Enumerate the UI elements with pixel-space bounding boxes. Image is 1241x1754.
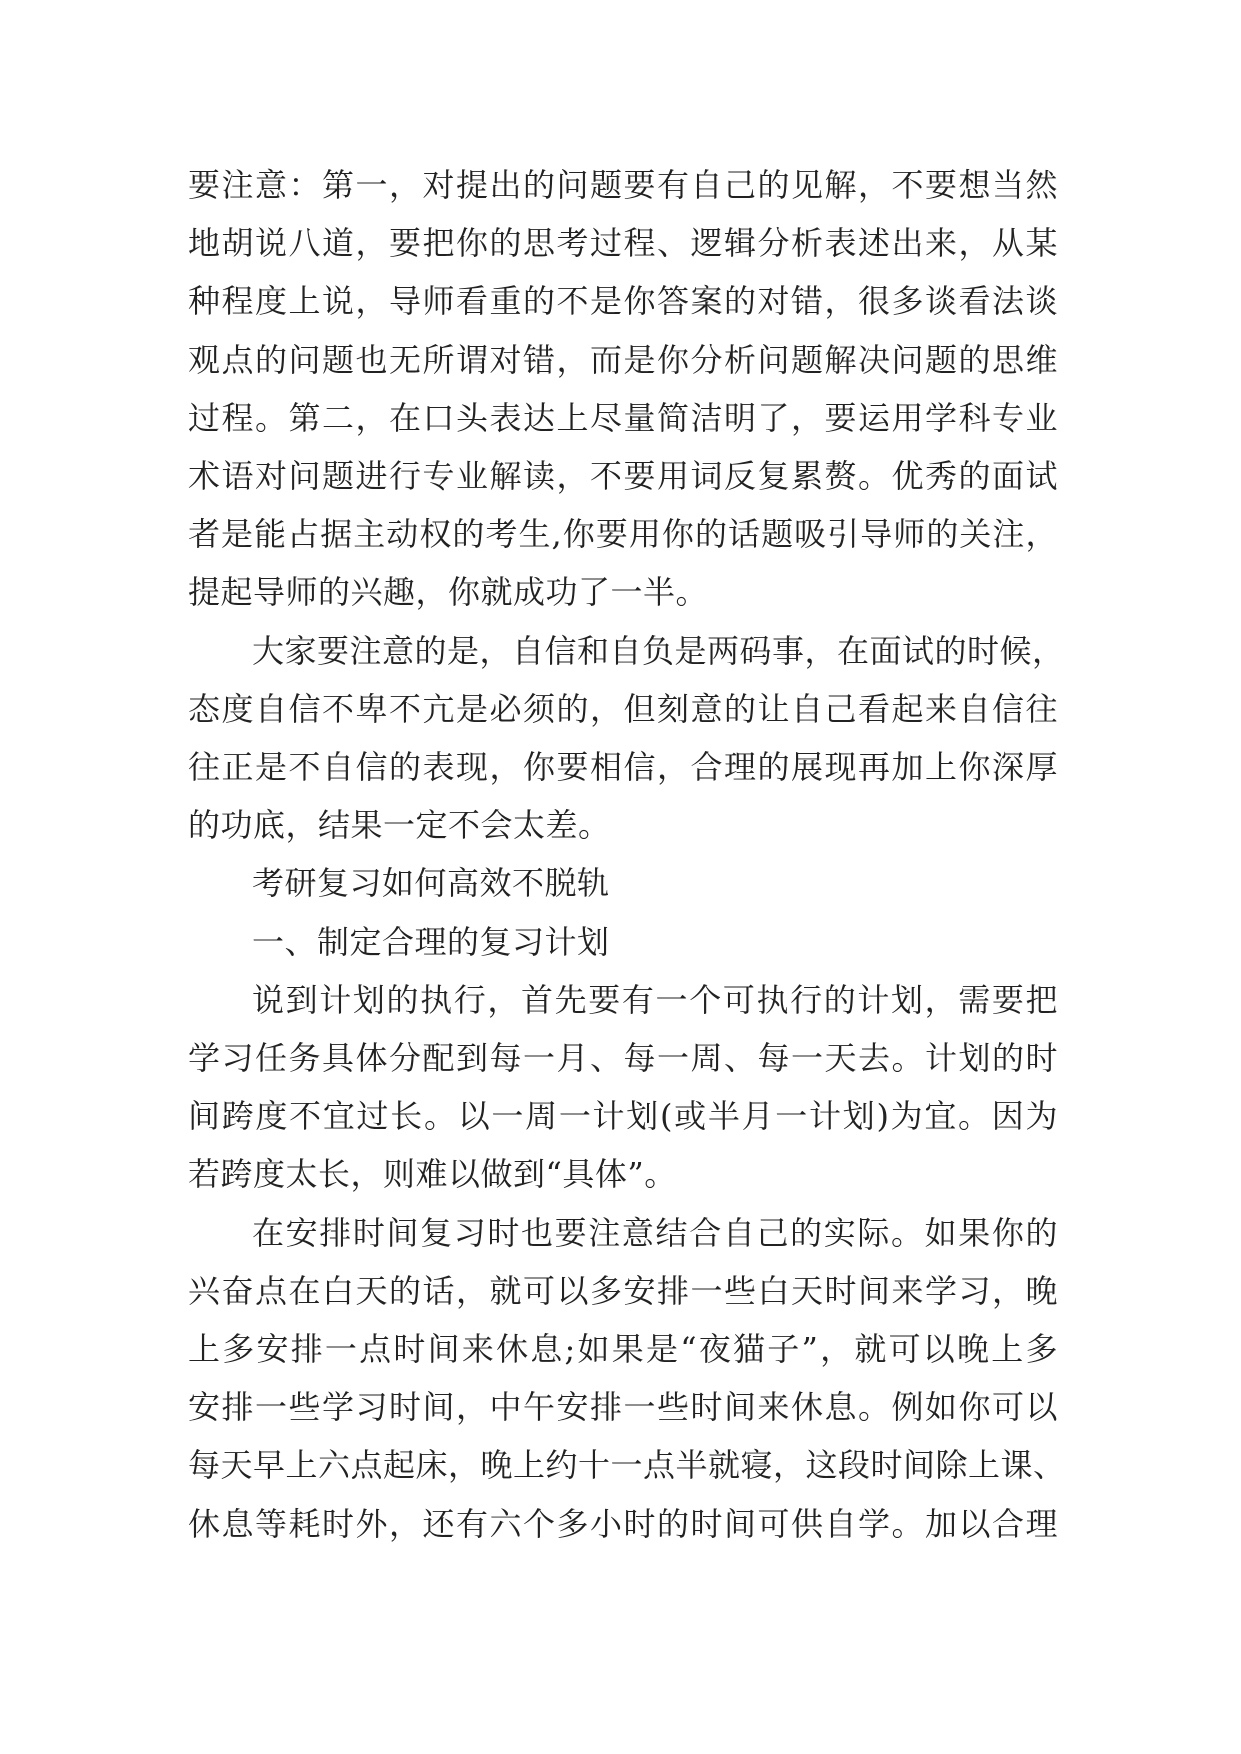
text-line: 地胡说八道，要把你的思考过程、逻辑分析表述出来，从某	[188, 224, 1058, 263]
paragraph-4	[188, 1204, 1066, 1553]
text-line: 若跨度太长，则难以做到“具体”。	[188, 1155, 677, 1194]
text-line: 大家要注意的是，自信和自负是两码事，在面试的时候，	[252, 631, 1065, 670]
text-line: 往正是不自信的表现，你要相信，合理的展现再加上你深厚	[188, 748, 1058, 787]
text-line: 每天早上六点起床，晚上约十一点半就寝，这段时间除上课、	[188, 1446, 1066, 1485]
text-line: 观点的问题也无所谓对错，而是你分析问题解决问题的思维	[188, 340, 1058, 379]
text-line: 考研复习如何高效不脱轨	[252, 864, 610, 903]
text-line: 术语对问题进行专业解读，不要用词反复累赘。优秀的面试	[188, 457, 1058, 496]
document-body	[188, 156, 1066, 1553]
text-line: 者是能占据主动权的考生,你要用你的话题吸引导师的关注，	[188, 515, 1058, 554]
text-line: 间跨度不宜过长。以一周一计划(或半月一计划)为宜。因为	[188, 1097, 1058, 1136]
text-line: 态度自信不卑不亢是必须的，但刻意的让自己看起来自信往	[188, 689, 1058, 728]
paragraph-2	[188, 622, 1065, 855]
text-line: 提起导师的兴趣，你就成功了一半。	[188, 573, 709, 612]
text-line: 的功底，结果一定不会太差。	[188, 806, 611, 845]
text-line: 种程度上说，导师看重的不是你答案的对错，很多谈看法谈	[188, 282, 1058, 321]
text-line: 一、制定合理的复习计划	[252, 922, 610, 961]
text-line: 要注意：第一，对提出的问题要有自己的见解，不要想当然	[188, 166, 1058, 204]
text-line: 说到计划的执行，首先要有一个可执行的计划，需要把	[252, 980, 1058, 1019]
section-heading	[188, 854, 1058, 912]
text-line: 学习任务具体分配到每一月、每一周、每一天去。计划的时	[188, 1039, 1058, 1078]
text-line: 休息等耗时外，还有六个多小时的时间可供自学。加以合理	[188, 1504, 1058, 1543]
text-line: 在安排时间复习时也要注意结合自己的实际。如果你的	[252, 1213, 1058, 1252]
text-line: 兴奋点在白天的话，就可以多安排一些白天时间来学习，晚	[188, 1271, 1058, 1310]
text-line: 上多安排一点时间来休息;如果是“夜猫子”，就可以晚上多	[188, 1330, 1058, 1369]
paragraph-3	[188, 971, 1058, 1204]
text-line: 安排一些学习时间，中午安排一些时间来休息。例如你可以	[188, 1388, 1058, 1427]
subsection-heading	[188, 913, 1058, 971]
paragraph-1	[188, 156, 1058, 622]
text-line: 过程。第二，在口头表达上尽量简洁明了，要运用学科专业	[188, 398, 1058, 437]
